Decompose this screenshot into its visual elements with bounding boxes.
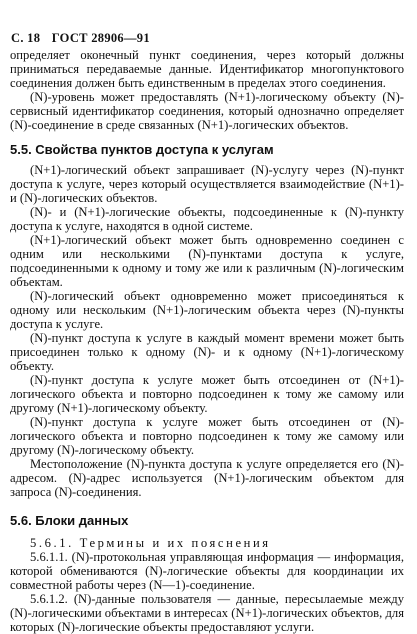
paragraph-sap-request: (N+1)-логический объект запрашивает (N)-услугу через (N)-пункт доступа к услуге, через который осуществляется взаимодействие (N+1)- и (N)-логических объектов. <box>10 163 404 205</box>
section-heading-5-6: 5.6. Блоки данных <box>10 513 129 528</box>
page-number: С. 18 <box>11 31 41 45</box>
paragraph-single-attach: (N)-пункт доступа к услуге в каждый момент времени может быть присоединен только к одному (N)- и к одному (N+1)-логическому объекту. <box>10 331 404 373</box>
paragraph-detach-upper: (N)-пункт доступа к услуге может быть отсоединен от (N+1)-логического объекта и повторно подсоединен к тому же самому или другому (N+1)-логическому объекту. <box>10 373 404 415</box>
standard-code: ГОСТ 28906—91 <box>51 31 150 45</box>
section-heading-5-5: 5.5. Свойства пунктов доступа к услугам <box>10 142 274 157</box>
paragraph-connection-identifier: (N)-уровень может предоставлять (N+1)-логическому объекту (N)-сервисный идентификатор соединения, который однозначно определяет (N)-соединение в среде связанных (N+1)-логических объектов. <box>10 90 404 132</box>
paragraph-sap-address: Местоположение (N)-пункта доступа к услуге определяется его (N)-адресом. (N)-адрес используется (N+1)-логическим объектом для запроса (N)-соединения. <box>10 457 404 499</box>
paragraph-entity-attach: (N)-логический объект одновременно может присоединяться к одному или нескольким (N+1)-логическим объекта через (N)-пункты доступа к услуге. <box>10 289 404 331</box>
paragraph-pci-definition: 5.6.1.1. (N)-протокольная управляющая информация — информация, которой обмениваются (N)-логические объекты для координации их совместной работы через (N—1)-соединение. <box>10 550 404 592</box>
page-header <box>11 31 150 46</box>
paragraph-multiple-saps: (N+1)-логический объект может быть одновременно соединен с одним или несколькими (N)-пунктами доступа к услуге, подсоединенными к одному и тому же или к различным (N)-логическим объектам. <box>10 233 404 289</box>
paragraph-user-data-definition: 5.6.1.2. (N)-данные пользователя — данные, пересылаемые между (N)-логическими объектами в интересах (N+1)-логических объектов, для которых (N)-логические объекты предоставляют услуги. <box>10 592 404 634</box>
paragraph-detach-lower: (N)-пункт доступа к услуге может быть отсоединен от (N)-логического объекта и повторно подсоединен к тому же самому или другому (N)-логическому объекту. <box>10 415 404 457</box>
paragraph-continuation: определяет оконечный пункт соединения, через который должны приниматься передаваемые данные. Идентификатор многопунктового соединения должен быть единственным в пределах этого соединения. <box>10 48 404 90</box>
subsection-terms-heading: 5.6.1. Термины и их пояснения <box>30 536 271 550</box>
paragraph-same-system: (N)- и (N+1)-логические объекты, подсоединенные к (N)-пункту доступа к услуге, находятся в одной системе. <box>10 205 404 233</box>
page-content <box>10 48 404 634</box>
